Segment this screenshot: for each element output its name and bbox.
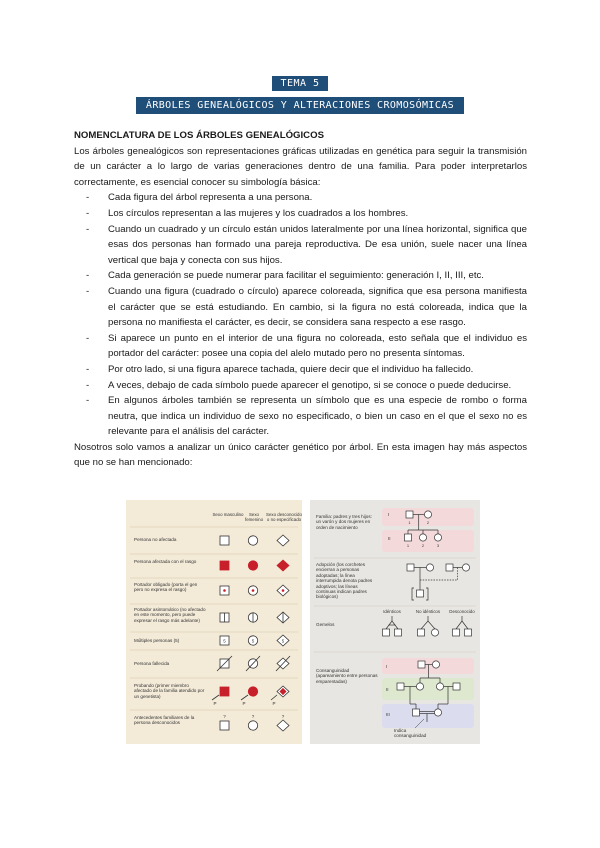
male-unknown-history-icon — [220, 721, 229, 730]
list-item: - Cada figura del árbol representa a una persona. — [108, 190, 527, 206]
twins-unknown-label: Desconocido — [449, 609, 475, 614]
row-label-proband: Probando (primer miembro afectado de la familia atendido por un genetista) — [134, 683, 205, 699]
female-proband-icon — [248, 687, 257, 696]
title-header — [0, 95, 600, 114]
tema-label: TEMA 5 — [272, 76, 327, 91]
member-number: 1 — [408, 520, 411, 525]
section-heading: NOMENCLATURA DE LOS ÁRBOLES GENEALÓGICOS — [74, 130, 324, 141]
bullet-list — [74, 190, 527, 440]
twins-identical-label: Idénticos — [383, 609, 401, 614]
column-header-unknown: Sexo desconocido o no especificado — [266, 512, 302, 522]
generation-box — [382, 530, 474, 552]
male-proband-icon — [220, 687, 229, 696]
symbol-legend-panel — [126, 500, 302, 744]
row-label-affected: Persona afectada con el rasgo — [134, 559, 197, 564]
page-title: ÁRBOLES GENEALÓGICOS Y ALTERACIONES CROMOSÓMICAS — [136, 97, 464, 114]
carrier-dot-icon — [282, 589, 285, 592]
male-unaffected-icon — [220, 536, 229, 545]
row-label-unaffected: Persona no afectada — [134, 537, 177, 542]
list-item: - Cuando un cuadrado y un círculo están unidos lateralmente por una línea horizontal, significa que esas dos personas han formado una pareja reproductiva. De esa unión, suele nacer una línea vertical que baja y conecta con sus hijos. — [108, 222, 527, 269]
list-item: - Cuando una figura (cuadrado o círculo) aparece coloreada, significa que esa persona manifiesta el carácter que se está estudiando. En cambio, si la figura no está coloreada, indica que la persona no manifiesta el carácter, es decir, se considera sana respecto a ese rasgo. — [108, 284, 527, 331]
relationships-panel — [310, 500, 480, 744]
generation-label: II — [388, 536, 391, 541]
list-item: - Por otro lado, si una figura aparece tachada, quiere decir que el individuo ha fallecido. — [108, 362, 527, 378]
list-item: - A veces, debajo de cada símbolo puede aparecer el genotipo, si se conoce o puede deducirse. — [108, 378, 527, 394]
generation-label: I — [386, 664, 388, 669]
unknown-marker-unknown: ? — [281, 714, 285, 719]
relationship-diagrams — [310, 500, 480, 744]
count-male: 5 — [223, 638, 226, 644]
female-unknown-history-icon — [248, 721, 257, 730]
unknown-unknown-history-icon — [277, 720, 289, 731]
male-affected-icon — [220, 561, 229, 570]
main-content — [74, 128, 527, 471]
proband-marker-female: P — [242, 701, 246, 706]
row-label-asymptomatic-carrier: Portador asintomático (no afectado en este momento, pero puede expresar el rasgo más adelante) — [134, 607, 206, 623]
proband-marker-male: P — [213, 701, 217, 706]
list-item: - En algunos árboles también se representa un símbolo que es una especie de rombo o forma neutra, que indica un individuo de sexo no especificado, o bien un caso en el que el sexo no es relevante para el análisis del carácter. — [108, 393, 527, 440]
female-unaffected-icon — [248, 536, 257, 545]
pedigree-symbols-figure — [126, 500, 480, 744]
carrier-dot-icon — [223, 589, 226, 592]
count-unknown: 5 — [281, 638, 285, 644]
carrier-dot-icon — [252, 589, 255, 592]
generation-box — [382, 704, 474, 728]
column-header-male: Sexo masculino — [212, 512, 244, 517]
list-item: - Cada generación se puede numerar para facilitar el seguimiento: generación I, II, III, etc. — [108, 268, 527, 284]
generation-label: III — [386, 712, 390, 717]
unknown-affected-icon — [277, 560, 289, 571]
consanguinity-note: Indica consanguinidad — [394, 728, 427, 739]
generation-label: II — [386, 687, 389, 692]
consanguinity-label: Consanguinidad (apareamiento entre personas emparentadas) — [316, 668, 378, 684]
female-affected-icon — [248, 561, 257, 570]
unknown-marker-male: ? — [223, 714, 226, 719]
member-number: 2 — [421, 543, 425, 548]
unknown-marker-female: ? — [251, 714, 255, 719]
twins-nonidentical-label: No idénticos — [415, 609, 441, 614]
adoption-label: Adopción (los corchetes encierran a personas adoptadas; la línea interrumpida denota padres adoptivos; las líneas continuas indican padres biológicos) — [316, 562, 373, 600]
list-item: - Los círculos representan a las mujeres y los cuadrados a los hombres. — [108, 206, 527, 222]
family-label: Familia: padres y tres hijos: un varón y dos mujeres en orden de nacimiento — [316, 514, 372, 530]
row-label-deceased: Persona fallecida — [134, 661, 170, 666]
member-number: 3 — [436, 543, 440, 548]
row-label-multiple: Múltiples personas (5) — [134, 638, 180, 643]
count-female: 5 — [251, 638, 255, 644]
column-header-female: Sexo femenino — [244, 512, 264, 522]
proband-marker-unknown: P — [272, 701, 276, 706]
generation-box — [382, 658, 474, 674]
list-item: - Si aparece un punto en el interior de una figura no coloreada, esto señala que el individuo es portador del carácter: posee una copia del alelo mutado pero no presenta síntomas. — [108, 331, 527, 362]
row-label-unknown-history: Antecedentes familiares de la persona desconocidos — [134, 715, 195, 726]
row-label-obligate-carrier: Portador obligado (porta el gen pero no expresa el rasgo) — [134, 582, 198, 593]
outro-paragraph: Nosotros solo vamos a analizar un único carácter genético por árbol. En esta imagen hay más aspectos que no se han mencionado: — [74, 441, 527, 469]
symbol-grid — [126, 500, 302, 744]
twins-label: Gemelos — [316, 622, 335, 627]
intro-paragraph: Los árboles genealógicos son representaciones gráficas utilizadas en genética para seguir la transmisión de un carácter a lo largo de varias generaciones dentro de una familia. Para poder interpretarlos correctamente, es esencial conocer su simbología básica: — [74, 145, 527, 188]
member-number: 2 — [426, 520, 430, 525]
member-number: 1 — [406, 543, 410, 548]
tema-header — [0, 73, 600, 91]
generation-label: I — [388, 512, 390, 517]
unknown-unaffected-icon — [277, 535, 289, 546]
